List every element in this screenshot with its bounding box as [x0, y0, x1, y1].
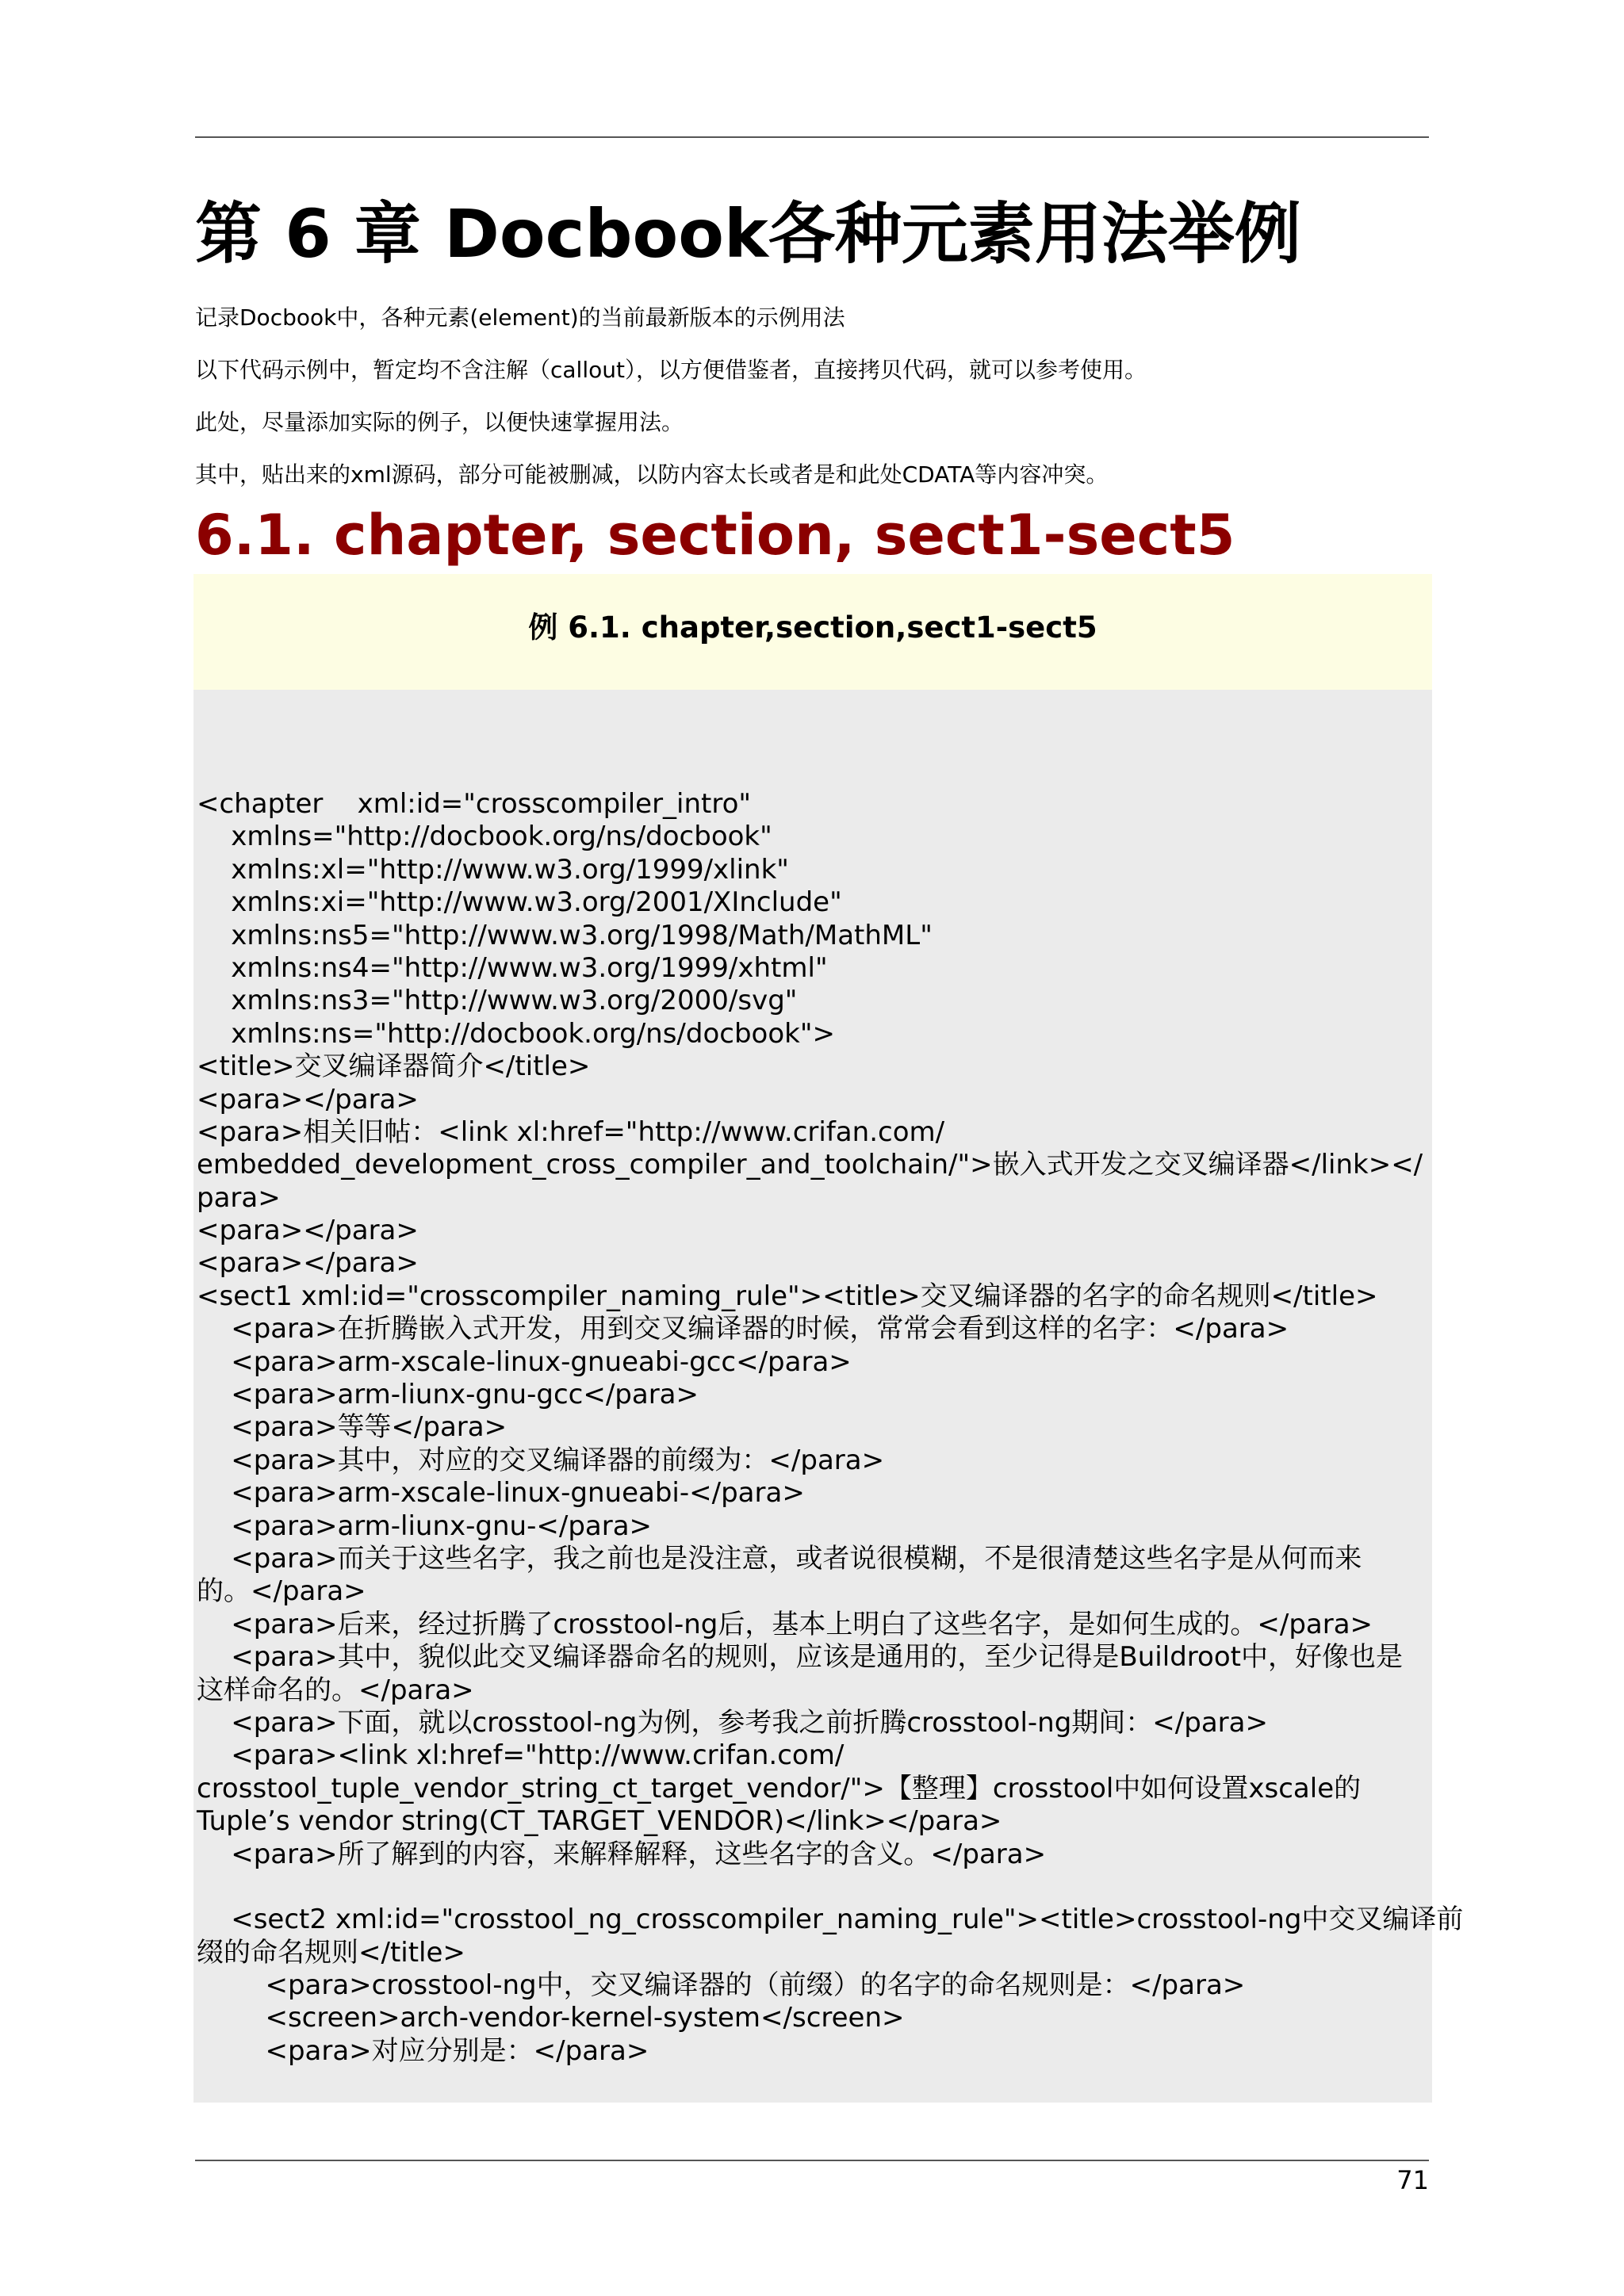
code-line: xmlns:ns5="http://www.w3.org/1998/Math/MathML": [197, 919, 933, 951]
code-line: 缀的命名规则</title>: [197, 1936, 465, 1969]
code-line: <para>crosstool-ng中，交叉编译器的（前缀）的名字的命名规则是：</para>: [197, 1969, 1246, 2002]
page-number: 71: [1396, 2165, 1429, 2195]
code-line: <para>等等</para>: [197, 1411, 508, 1444]
code-line: xmlns:ns3="http://www.w3.org/2000/svg": [197, 985, 798, 1017]
code-line: Tuple’s vendor string(CT_TARGET_VENDOR)</link></para>: [197, 1805, 1002, 1838]
example-header: [193, 574, 1432, 690]
code-line: <para>其中，貌似此交叉编译器命名的规则，应该是通用的，至少记得是Buildroot中，好像也是: [197, 1641, 1403, 1674]
code-line: <para>arm-xscale-linux-gnueabi-</para>: [197, 1477, 805, 1510]
code-block: [197, 788, 1464, 2068]
code-line: xmlns:xi="http://www.w3.org/2001/XInclude": [197, 886, 842, 919]
header-rule: [195, 136, 1429, 138]
chapter-title: 第 6 章 Docbook各种元素用法举例: [195, 195, 1301, 273]
code-line: <para><link xl:href="http://www.crifan.com/: [197, 1739, 845, 1772]
code-line: <para>arm-liunx-gnu-</para>: [197, 1510, 653, 1542]
example-title: 例 6.1. chapter,section,sect1-sect5: [528, 610, 1097, 645]
code-line: <chapter xml:id="crosscompiler_intro": [197, 788, 752, 820]
code-line: <para>所了解到的内容，来解释解释，这些名字的含义。</para>: [197, 1838, 1047, 1870]
code-line: <para></para>: [197, 1215, 419, 1247]
intro-paragraph: 以下代码示例中，暂定均不含注解（callout），以方便借鉴者，直接拷贝代码，就可以参考使用。: [195, 357, 1147, 383]
code-line: xmlns="http://docbook.org/ns/docbook": [197, 821, 772, 853]
footer-rule: [195, 2160, 1429, 2161]
code-line: <para></para>: [197, 1247, 419, 1280]
intro-paragraph: 此处，尽量添加实际的例子，以便快速掌握用法。: [195, 409, 684, 435]
code-line: <title>交叉编译器简介</title>: [197, 1050, 591, 1083]
code-line: para>: [197, 1181, 281, 1214]
code-line: <para>下面，就以crosstool-ng为例，参考我之前折腾crosstool-ng期间：</para>: [197, 1706, 1268, 1739]
code-line: <para>后来，经过折腾了crosstool-ng后，基本上明白了这些名字，是如何生成的。</para>: [197, 1608, 1373, 1640]
code-line: <para>arm-liunx-gnu-gcc</para>: [197, 1379, 699, 1411]
code-listing: [193, 690, 1464, 2103]
code-line: <para>相关旧帖：<link xl:href="http://www.crifan.com/: [197, 1115, 945, 1148]
code-line: xmlns:ns="http://docbook.org/ns/docbook">: [197, 1017, 835, 1050]
code-line: embedded_development_cross_compiler_and_toolchain/">嵌入式开发之交叉编译器</link></: [197, 1149, 1423, 1181]
code-line: crosstool_tuple_vendor_string_ct_target_vendor/">【整理】crosstool中如何设置xscale的: [197, 1772, 1362, 1804]
code-line: <sect2 xml:id="crosstool_ng_crosscompiler_naming_rule"><title>crosstool-ng中交叉编译前: [197, 1904, 1464, 1936]
code-line: xmlns:ns4="http://www.w3.org/1999/xhtml": [197, 951, 828, 984]
code-line: <para>而关于这些名字，我之前也是没注意，或者说很模糊，不是很清楚这些名字是从何而来: [197, 1542, 1362, 1575]
code-line: 这样命名的。</para>: [197, 1674, 474, 1706]
intro-paragraph: 记录Docbook中，各种元素(element)的当前最新版本的示例用法: [195, 304, 845, 331]
code-line: <screen>arch-vendor-kernel-system</screen>: [197, 2002, 905, 2034]
code-line: [197, 1871, 1426, 1904]
code-line: <para>在折腾嵌入式开发，用到交叉编译器的时候，常常会看到这样的名字：</para>: [197, 1313, 1289, 1345]
code-line: <para></para>: [197, 1083, 419, 1115]
code-line: <para>对应分别是：</para>: [197, 2034, 649, 2067]
chapter-intro: [195, 292, 1432, 501]
intro-paragraph: 其中，贴出来的xml源码，部分可能被删减，以防内容太长或者是和此处CDATA等内容冲突。: [195, 461, 1109, 488]
code-line: <para>其中，对应的交叉编译器的前缀为：</para>: [197, 1444, 885, 1476]
code-line: <para>arm-xscale-linux-gnueabi-gcc</para>: [197, 1345, 852, 1378]
code-line: <sect1 xml:id="crosscompiler_naming_rule"><title>交叉编译器的名字的命名规则</title>: [197, 1280, 1378, 1312]
code-line: 的。</para>: [197, 1575, 366, 1608]
code-line: xmlns:xl="http://www.w3.org/1999/xlink": [197, 853, 789, 886]
section-title: 6.1. chapter, section, sect1-sect5: [195, 503, 1235, 568]
